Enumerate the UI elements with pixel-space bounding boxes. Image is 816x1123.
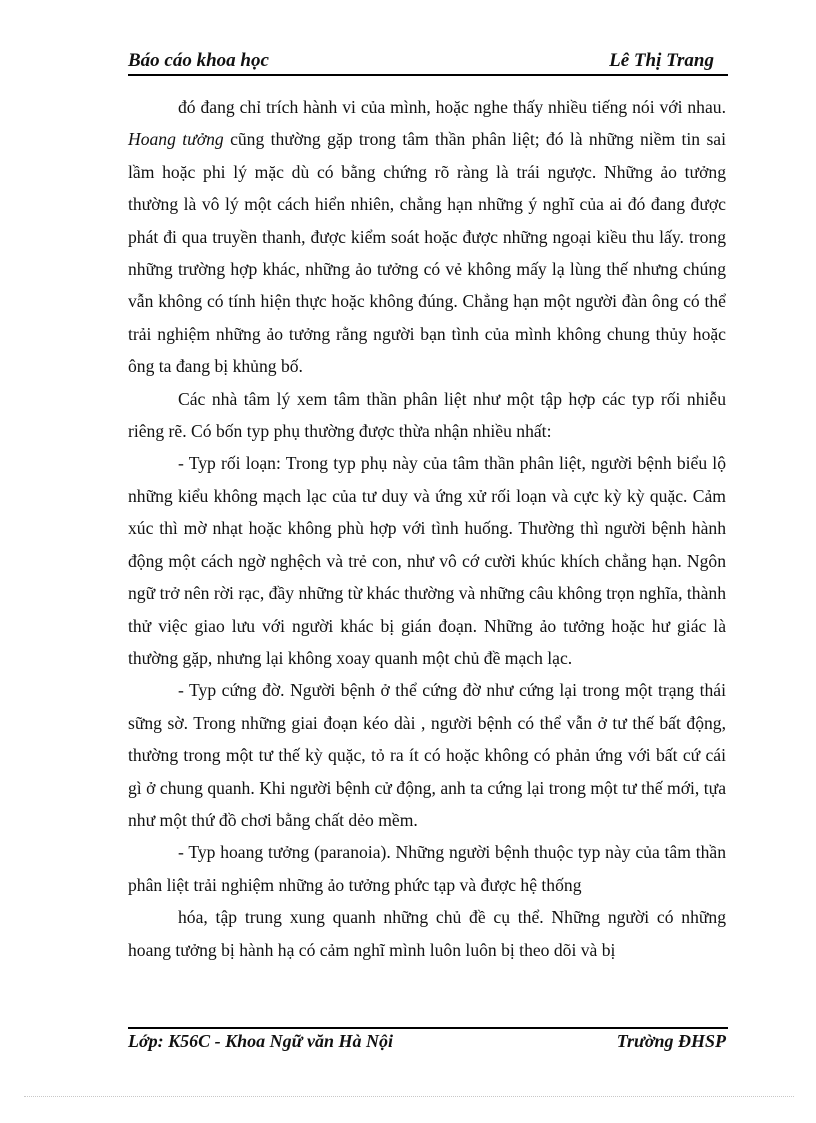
page-break-line: [24, 1096, 794, 1097]
paragraph-typ-hoang-tuong: - Typ hoang tưởng (paranoia). Những người bệnh thuộc typ này của tâm thần phân liệt trải nghiệm những ảo tưởng phức tạp và được hệ thống: [128, 842, 726, 895]
document-body: [128, 91, 726, 966]
header-author: Lê Thị Trang: [609, 50, 714, 71]
paragraph-typ-roi-loan: - Typ rối loạn: Trong typ phụ này của tâm thần phân liệt, người bệnh biểu lộ những kiểu không mạch lạc của tư duy và ứng xử rối loạn và cực kỳ kỳ quặc. Cảm xúc thì mờ nhạt hoặc không phù hợp với tình huống. Thường thì người bệnh hành động một cách ngờ nghệch và trẻ con, như vô cớ cười khúc khích chẳng hạn. Ngôn ngữ trở nên rời rạc, đầy những từ khác thường và những câu không trọn nghĩa, thành thử việc giao lưu với người khác bị gián đoạn. Những ảo tưởng hoặc hư giác là thường gặp, nhưng lại không xoay quanh một chủ đề mạch lạc.: [128, 453, 726, 668]
paragraph-continuation: hóa, tập trung xung quanh những chủ đề cụ thể. Những người có những hoang tưởng bị hành hạ có cảm nghĩ mình luôn luôn bị theo dõi và bị: [128, 907, 726, 960]
paragraph-2: Các nhà tâm lý xem tâm thần phân liệt như một tập hợp các typ rối nhiễu riêng rẽ. Có bốn typ phụ thường được thừa nhận nhiều nhất:: [128, 388, 726, 442]
footer-school: Trường ĐHSP: [616, 1031, 726, 1051]
footer-class-info: Lớp: K56C - Khoa Ngữ văn Hà Nội: [128, 1031, 393, 1051]
paragraph-1: [128, 91, 726, 383]
emphasis-term: Hoang tưởng: [128, 129, 224, 150]
paragraph-1-start: đó đang chỉ trích hành vi của mình, hoặc nghe thấy nhiều tiếng nói với nhau.: [178, 97, 726, 117]
header-title: Báo cáo khoa học: [128, 50, 269, 71]
paragraph-typ-cung-do: - Typ cứng đờ. Người bệnh ở thể cứng đờ như cứng lại trong một trạng thái sững sờ. Trong những giai đoạn kéo dài , người bệnh có thể vẫn ở tư thế bất động, thường trong một tư thế kỳ quặc, tỏ ra ít có hoặc không có phản ứng với bất cứ cái gì ở chung quanh. Khi người bệnh cử động, anh ta cứng lại trong một tư thế mới, tựa như một thứ đồ chơi bằng chất dẻo mềm.: [128, 680, 726, 830]
page-header: [128, 48, 728, 76]
footer-rule: [128, 1027, 728, 1029]
paragraph-1-rest: cũng thường gặp trong tâm thần phân liệt; đó là những niềm tin sai lầm hoặc phi lý mặc dù có bằng chứng rõ ràng là trái ngược. Những ảo tưởng thường là vô lý một cách hiển nhiên, chẳng hạn những ý nghĩ của ai đó đang được phát đi qua truyền thanh, được kiểm soát hoặc được những ngoại kiều thu lấy. trong những trường hợp khác, những ảo tưởng có vẻ không mấy lạ lùng thế nhưng chúng vẫn không có tính hiện thực hoặc không đúng. Chẳng hạn một người đàn ông có thể trải nghiệm những ảo tưởng rằng người bạn tình của mình không chung thủy hoặc ông ta đang bị khủng bố.: [128, 129, 726, 377]
